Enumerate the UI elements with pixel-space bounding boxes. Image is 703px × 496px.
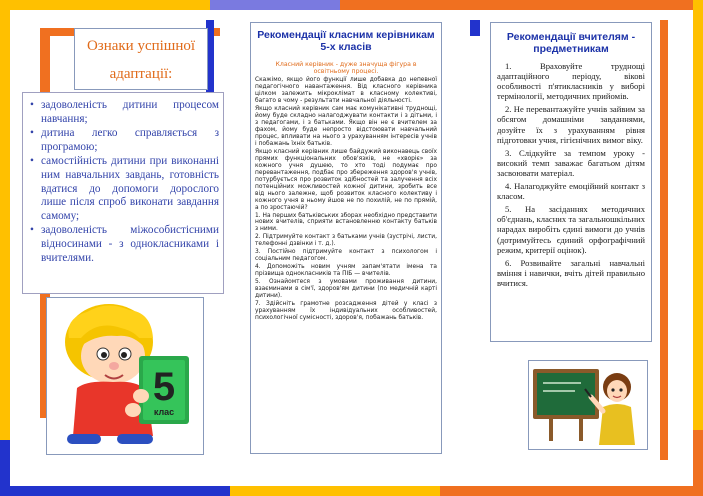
list-item: 3. Слідкуйте за темпом уроку - високий темп заважає багатьом дітям засвоювати матеріал. <box>497 147 645 178</box>
frame-stripe <box>440 486 703 496</box>
adaptation-title: Ознаки успішної адаптації: <box>86 38 196 82</box>
list-item: 5. На засіданнях методичних об'єднань, класних та загальношкільних нарадах виробіть єдині вимоги до учнів (дотримуйтесь єдиний орфографічний режим, критерії оцінок). <box>497 204 645 255</box>
frame-stripe <box>0 0 10 440</box>
child-reading-icon <box>47 298 203 454</box>
frame-stripe <box>0 486 230 496</box>
adaptation-signs-box <box>22 92 224 294</box>
teacher-illustration-box <box>528 360 648 450</box>
frame-stripe <box>0 0 210 10</box>
paragraph: Скажімо, якщо його функції лише добавка до непевної педагогічного навантаження. Від класного керівника цілком залежить мікроклімат в класному колективі, багато в чому - результати навчальної діяльності. <box>255 77 437 105</box>
class-teachers-panel <box>250 22 442 454</box>
list-item: • дитина легко справляється з програмою; <box>41 127 219 154</box>
accent-stripe <box>470 20 480 36</box>
class-teachers-body <box>255 77 437 321</box>
paragraph: 1. На перших батьківських зборах необхідно представити нових вчителів, сприяти встановленню контакту батьків з ними. <box>255 212 437 233</box>
paragraph: 3. Постійно підтримуйте контакт з психологом і соціальним педагогом. <box>255 249 437 263</box>
list-item: 4. Налагоджуйте емоційний контакт з класом. <box>497 181 645 202</box>
adaptation-title-box <box>74 28 208 90</box>
subject-teachers-title: Рекомендації вчителям - предметникам <box>506 31 636 55</box>
list-item: 1. Враховуйте труднощі адаптаційного періоду, вікові особливості п'ятикласників у виборі термінології, методичних прийомів. <box>497 61 645 102</box>
list-item: • самостійність дитини при виконанні ним навчальних завдань, готовність вдатися до допомоги дорослого лише після спроб виконати завдання самому; <box>41 155 219 223</box>
book-word: клас <box>153 407 175 417</box>
paragraph: Якщо класний керівник лише байдужий виконавець своїх прямих функціональних обов'язків, не «хворіє» за кожного учня душею, то хто тоді подумає про перевантаження, подбає про збереження здоров'я учнів, потурбується про розвиток здібностей та залучення всіх потенційних можливостей кожної дитини, зробить все від нього залежне, щоб розвиток класного колективу і кожного учня в ньому йшов не по похилій, не по прямій, а по зростаючій? <box>255 148 437 211</box>
subject-teachers-panel <box>490 22 652 342</box>
paragraph: 4. Допоможіть новим учням запам'ятати імена та прізвища однокласників та ПІБ — вчителів. <box>255 264 437 278</box>
paragraph: 2. Підтримуйте контакт з батьками учнів (зустрічі, листи, телефонні дзвінки і т. д.). <box>255 234 437 248</box>
list-item: 6. Розвивайте загальні навчальні вміння і навички, вчіть дітей правильно вчитися. <box>497 257 645 288</box>
list-item: 2. Не перевантажуйте учнів зайвим за обсягом домашніми завданнями, дозуйте їх з урахуванням рівня підготовки учня, гігієнічних вимог віку. <box>497 104 645 145</box>
class-teachers-quote: Класний керівник - дуже значуща фігура в освітньому процесі. <box>275 61 417 76</box>
class-teachers-title: Рекомендації класним керівникам 5-х класів <box>257 29 435 53</box>
frame-stripe <box>230 486 440 496</box>
book-number: 5 <box>152 365 176 409</box>
frame-stripe <box>340 0 703 10</box>
accent-stripe <box>660 20 668 460</box>
teacher-blackboard-icon <box>529 361 647 449</box>
list-item: • задоволеність дитини процесом навчання; <box>41 99 219 126</box>
paragraph: 5. Ознайомтеся з умовами проживання дитини, взаєминами в сім'ї, здоров'ям дитини (по медичній карті дитини). <box>255 279 437 299</box>
child-illustration-box <box>46 297 204 455</box>
subject-teachers-body <box>497 61 645 288</box>
paragraph: 7. Здійсніть грамотне розсадження дітей у класі з урахуванням їх індивідуальних особливостей, психологічної сумісності, здоров'я, побажань батьків. <box>255 300 437 321</box>
frame-stripe <box>210 0 340 10</box>
list-item: • задоволеність міжособистісними відносинами - з однокласниками і вчителями. <box>41 224 219 265</box>
adaptation-signs-list <box>27 99 219 265</box>
frame-stripe <box>693 0 703 430</box>
paragraph: Якщо класний керівник сам має комунікативні труднощі, йому буде складно налагоджувати контакти і з дітьми, і з педагогами, і з батьками. Якщо він не є вчителем за фахом, йому буде непросто відстоювати навчальний процес, впливати на нього з урахуванням інтересів учнів і побажань їхніх батьків. <box>255 106 437 147</box>
